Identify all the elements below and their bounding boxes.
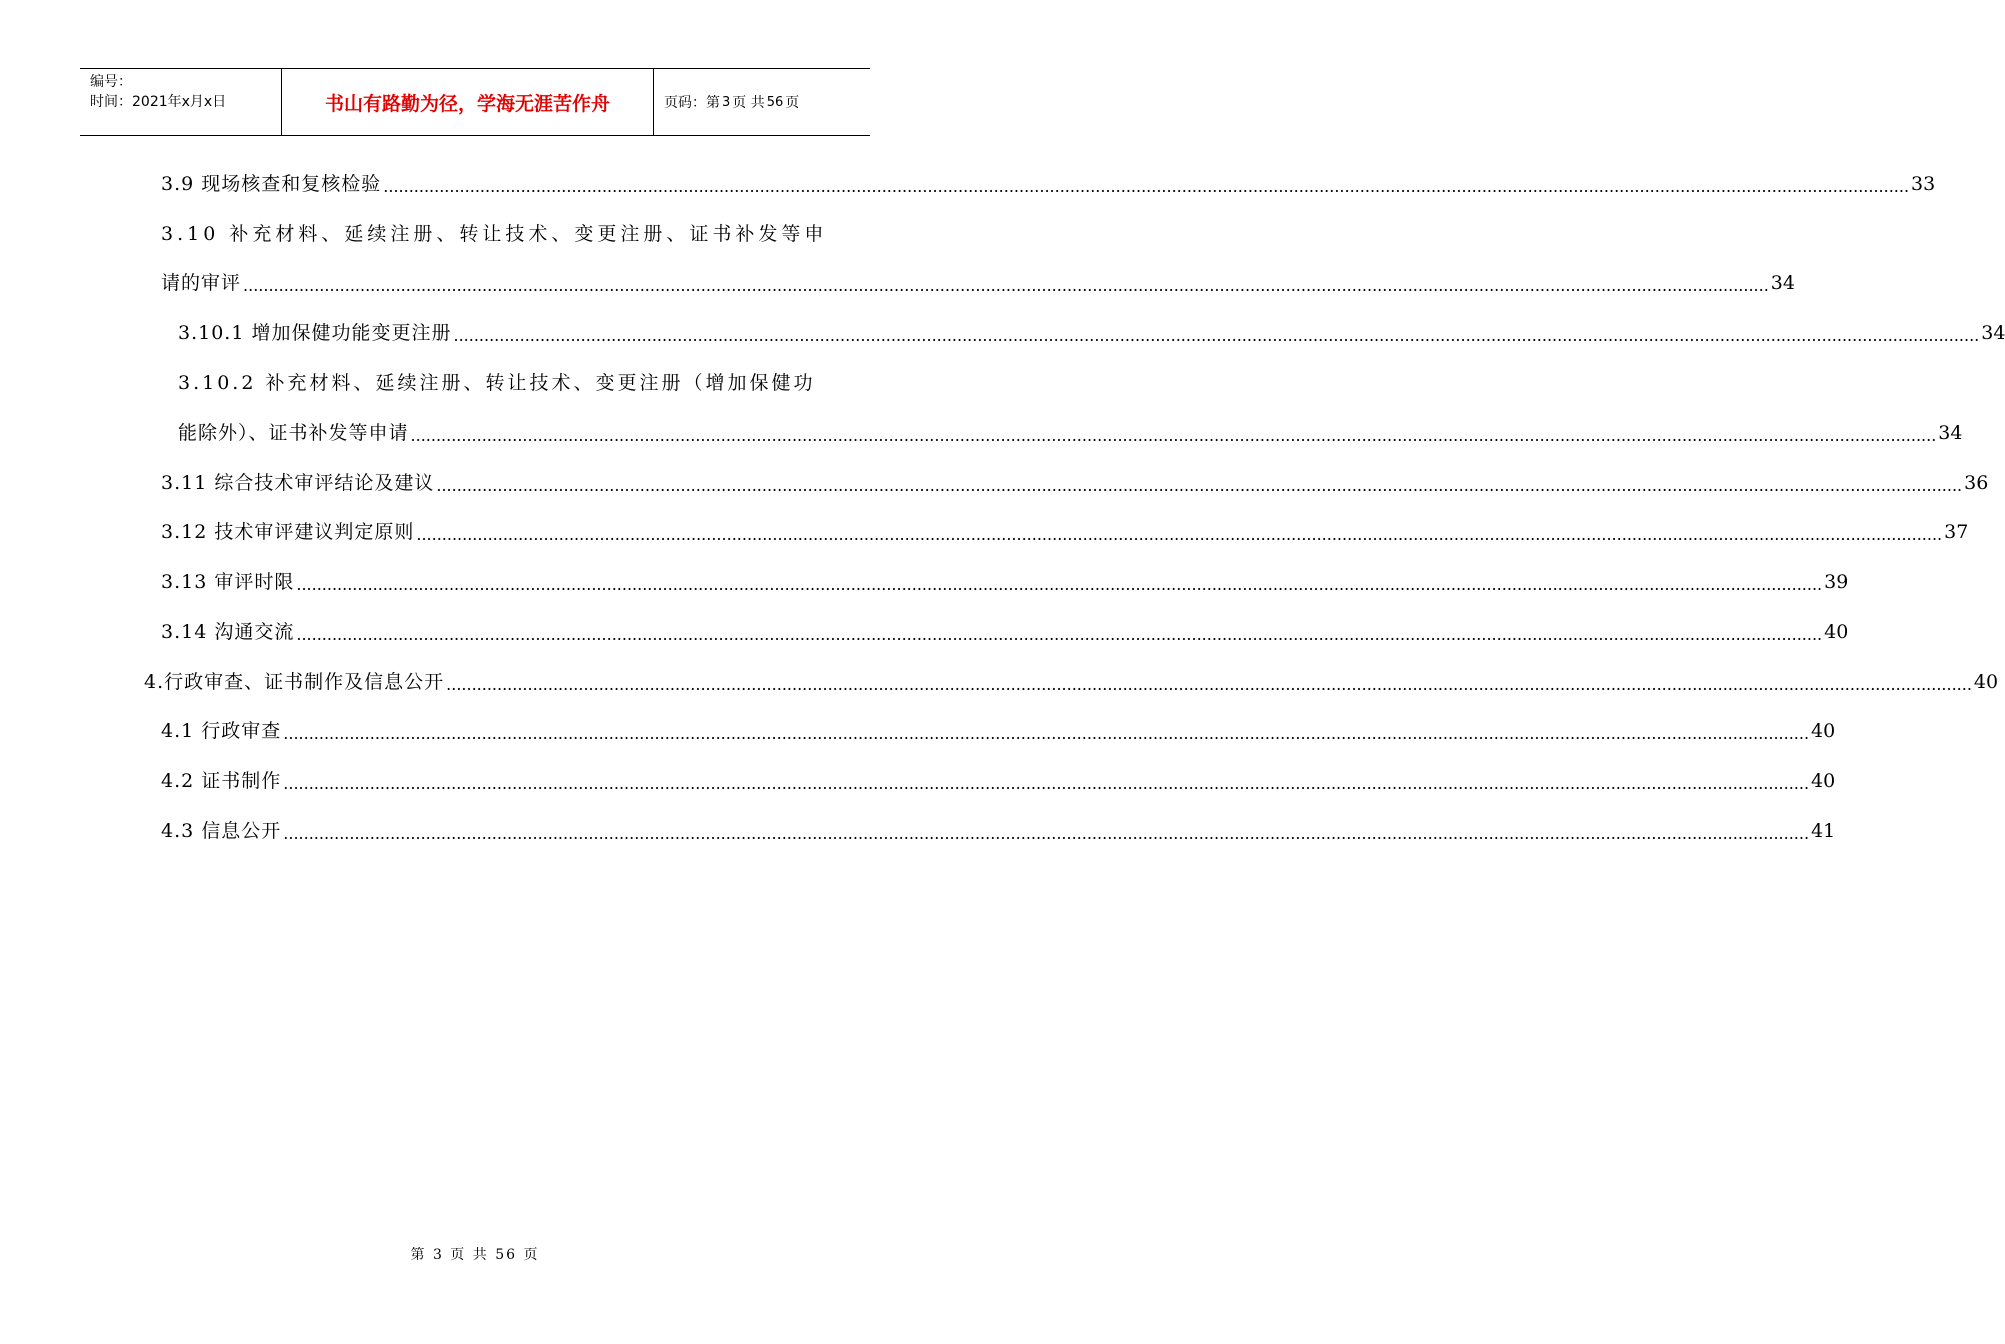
toc-entry-page: 36 — [1964, 472, 1989, 494]
toc-entry-title: 3.9 现场核查和复核检验 — [161, 173, 382, 195]
toc-entry[interactable] — [161, 717, 1836, 745]
toc-entry[interactable] — [161, 518, 1969, 546]
toc-entry-page: 33 — [1911, 173, 1936, 195]
toc-leader-dots: ............................................................................................................................................................................................................................................................................................................ — [296, 625, 1823, 644]
toc-leader-dots: ............................................................................................................................................................................................................................................................................................................ — [283, 724, 1810, 743]
toc-entry-page: 40 — [1824, 621, 1849, 643]
toc-entry-page: 37 — [1944, 521, 1969, 543]
toc-entry-title: 3.12 技术审评建议判定原则 — [161, 521, 415, 543]
toc-entry-title: 4.3 信息公开 — [161, 820, 282, 842]
toc-leader-dots: ............................................................................................................................................................................................................................................................................................................ — [446, 675, 1972, 694]
toc-leader-dots: ............................................................................................................................................................................................................................................................................................................ — [283, 774, 1810, 793]
header-motto: 书山有路勤为径，学海无涯苦作舟 — [282, 69, 654, 135]
toc-entry-title: 3.13 审评时限 — [161, 571, 295, 593]
toc-entry-title: 4.行政审查、证书制作及信息公开 — [144, 671, 445, 693]
toc-entry[interactable] — [161, 469, 1989, 497]
header-page-total: 56 — [766, 94, 784, 110]
toc-leader-dots: ............................................................................................................................................................................................................................................................................................................ — [383, 177, 1910, 196]
toc-entry-title: 3.10.1 增加保健功能变更注册 — [178, 322, 452, 344]
toc-entry-page: 34 — [1938, 422, 1963, 444]
toc-entry-title: 3.11 综合技术审评结论及建议 — [161, 472, 435, 494]
header-page-mid: 页 共 — [732, 95, 765, 111]
toc-entry-page: 34 — [1770, 272, 1795, 294]
toc-leader-dots: ............................................................................................................................................................................................................................................................................................................ — [416, 525, 1943, 544]
toc-leader-dots: ............................................................................................................................................................................................................................................................................................................ — [296, 575, 1823, 594]
toc-entry[interactable] — [161, 618, 1849, 646]
toc-entry[interactable] — [161, 269, 1795, 297]
toc-entry[interactable] — [178, 419, 1963, 447]
toc-entry[interactable] — [144, 668, 1999, 696]
toc-leader-dots: ............................................................................................................................................................................................................................................................................................................ — [410, 426, 1937, 445]
toc-entry[interactable] — [161, 767, 1836, 795]
header-page-suffix: 页 — [785, 95, 800, 111]
toc-entry-title: 能除外）、证书补发等申请 — [178, 422, 409, 444]
toc-entry-title-line1[interactable]: 3.10.2 补充材料、延续注册、转让技术、变更注册（增加保健功 — [178, 372, 816, 394]
toc-entry-page: 39 — [1824, 571, 1849, 593]
toc-entry-page: 40 — [1973, 671, 1999, 693]
toc-entry-title: 3.14 沟通交流 — [161, 621, 295, 643]
document-date: 时间：2021年x月x日 — [90, 94, 227, 110]
page-header — [80, 68, 870, 136]
toc-entry-page: 41 — [1811, 820, 1836, 842]
toc-leader-dots: ............................................................................................................................................................................................................................................................................................................ — [243, 276, 1769, 295]
toc-entry-title-line1[interactable]: 3.10 补充材料、延续注册、转让技术、变更注册、证书补发等申 — [161, 223, 828, 245]
toc-entry[interactable] — [161, 568, 1849, 596]
toc-entry[interactable] — [161, 170, 1936, 198]
toc-leader-dots: ............................................................................................................................................................................................................................................................................................................ — [453, 326, 1980, 345]
page-footer: 第 3 页 共 56 页 — [410, 1247, 540, 1263]
toc-entry-page: 34 — [1981, 322, 2005, 344]
header-page-info — [654, 69, 870, 135]
toc-leader-dots: ............................................................................................................................................................................................................................................................................................................ — [436, 476, 1963, 495]
toc-leader-dots: ............................................................................................................................................................................................................................................................................................................ — [283, 824, 1810, 843]
toc-entry-page: 40 — [1811, 770, 1836, 792]
header-meta — [80, 69, 282, 135]
document-number-label: 编号： — [90, 74, 132, 90]
toc-entry-title: 请的审评 — [161, 272, 242, 294]
toc-entry-title: 4.2 证书制作 — [161, 770, 282, 792]
toc-entry-title: 4.1 行政审查 — [161, 720, 282, 742]
toc-entry-page: 40 — [1811, 720, 1836, 742]
header-page-prefix: 页码：第 — [664, 95, 720, 111]
toc-entry[interactable] — [178, 319, 2005, 347]
header-page-current: 3 — [722, 94, 731, 110]
toc-entry[interactable] — [161, 817, 1836, 845]
